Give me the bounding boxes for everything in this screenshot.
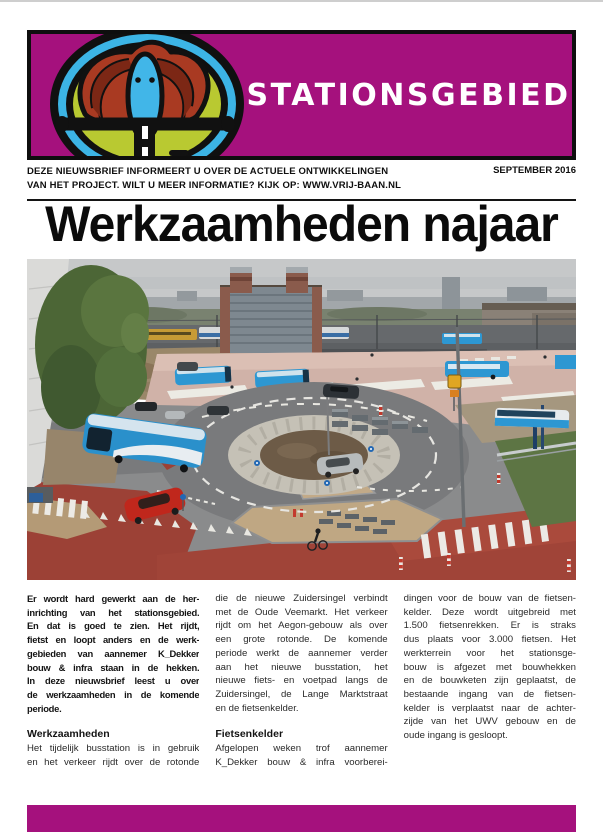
- text-line: de werkzaamheden in de komende: [27, 688, 200, 700]
- text-line: en de bouwketen zijn geplaatst, de: [403, 675, 576, 687]
- bus: [555, 355, 576, 369]
- text-column-2: [215, 592, 387, 770]
- text-line: aan het nieuwe busstation, het: [215, 661, 388, 673]
- page-top-edge: [0, 0, 603, 2]
- paragraph: [215, 742, 387, 769]
- aerial-photo: [27, 259, 576, 580]
- text-line: werkterrein voor het stationsge-: [403, 647, 576, 659]
- headline: Werkzaamheden najaar: [45, 197, 558, 253]
- text-line: bouw & infra staan in de hekken.: [27, 661, 200, 673]
- text-line: kelder. Deze wordt uitgebreid met: [403, 606, 576, 618]
- newsletter-title: STATIONSGEBIED: [246, 77, 571, 113]
- footer-bar: [27, 805, 576, 832]
- masthead-banner: [27, 30, 576, 160]
- text-line: die de nieuwe Zuidersingel verbindt: [215, 593, 388, 604]
- text-line: bestaande ingang van de fietsen-: [403, 688, 576, 700]
- text-line: en het verkeer rijdt over de rotonde: [27, 757, 200, 769]
- text-line: fietst en loopt anders en de werk-: [27, 634, 200, 646]
- text-line: een grote rotonde. De komende: [215, 634, 388, 646]
- paragraph: [27, 742, 199, 769]
- paragraph: [404, 592, 576, 743]
- text-column-3: [404, 592, 576, 770]
- median-island: [232, 499, 442, 543]
- article-body: [27, 592, 576, 770]
- tagline-line2: VAN HET PROJECT. WILT U MEER INFORMATIE? KIJK OP: WWW.VRIJ-BAAN.NL: [27, 179, 402, 191]
- text-line: Er wordt hard gewerkt aan de her-: [27, 593, 200, 604]
- text-line: En dat is goed te zien. Het rijdt,: [27, 620, 200, 632]
- text-line: zijde van het UWV gebouw en de: [403, 716, 576, 728]
- text-line: periode werkt de aannemer verder: [215, 647, 388, 659]
- text-column-1: [27, 592, 199, 770]
- text-line: 1.500 fietsenrekken. Er is straks: [403, 620, 576, 632]
- issue-date: SEPTEMBER 2016: [493, 165, 576, 176]
- tagline-text: [27, 165, 401, 192]
- text-line: inrichting van het stationsgebied.: [27, 606, 200, 618]
- vrij-baan-mascot-logo: [35, 34, 253, 156]
- text-line: en de fietsenkelder.: [215, 702, 299, 714]
- text-line: oude ingang is gesloopt.: [403, 730, 508, 742]
- masthead-tagline: [27, 165, 576, 192]
- text-line: In deze nieuwsbrief leest u over: [27, 675, 200, 687]
- bus: [495, 408, 570, 429]
- text-line: nieuwe fiets- en voetpad langs de: [215, 675, 388, 687]
- text-line: Zuidersingel, de Lange Marktstraat: [215, 688, 388, 700]
- section-heading: Werkzaamheden: [27, 728, 110, 741]
- text-line: rijdt om het Aegon-gebouw als over: [215, 620, 388, 632]
- text-line: gebieden van aannemer K_Dekker: [27, 647, 200, 659]
- text-line: dus plaats voor 3.000 fietsen. Het: [403, 634, 576, 646]
- tagline-line1: DEZE NIEUWSBRIEF INFORMEERT U OVER DE ACTUELE ONTWIKKELINGEN: [27, 166, 389, 177]
- text-line: K_Dekker bouw & infra voorberei-: [215, 757, 388, 769]
- intro-paragraph: [27, 592, 199, 715]
- text-line: Het tijdelijk busstation is in gebruik: [27, 743, 200, 755]
- text-line: periode.: [27, 702, 62, 714]
- text-line: bouw is afgezet met bouwhekken: [403, 661, 576, 673]
- section-heading: Fietsenkelder: [215, 728, 284, 741]
- dark-car: [323, 384, 360, 399]
- text-line: Afgelopen weken trof aannemer: [215, 743, 388, 755]
- text-line: kelder is verplaatst naar de achter-: [403, 702, 576, 714]
- text-line: met de Oude Veemarkt. Het verkeer: [215, 606, 388, 618]
- paragraph: [215, 592, 387, 715]
- aerial-photo-illustration: [27, 259, 576, 580]
- text-line: dingen voor de bouw van de fietsen-: [403, 593, 576, 604]
